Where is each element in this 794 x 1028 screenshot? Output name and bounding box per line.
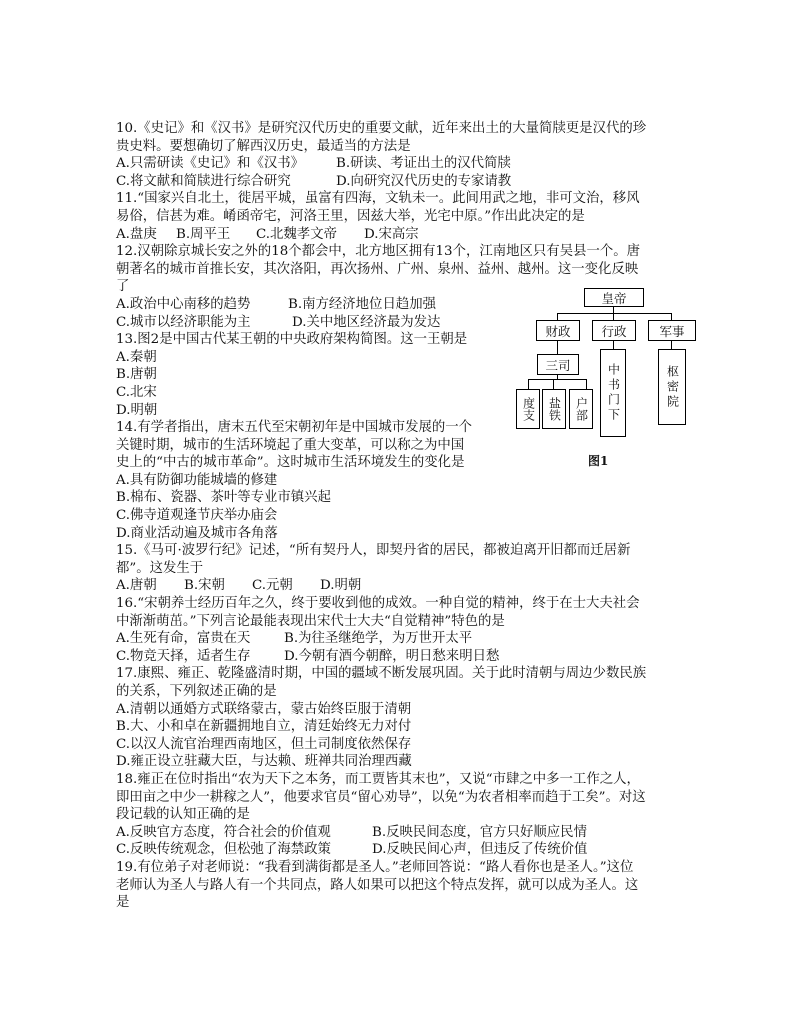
option-d: D.商业活动遍及城市各角落 xyxy=(116,525,278,541)
question-stem-line: 贵史料。要想确切了解西汉历史，最适当的方法是 xyxy=(116,138,411,154)
question-stem-line: 朝著名的城市首推长安，其次洛阳，再次扬州、广州、泉州、益州、越州。这一变化反映 xyxy=(116,261,639,277)
question-stem-line: 14.有学者指出，唐末五代至宋朝初年是中国城市发展的一个 xyxy=(116,420,473,436)
zhongshu-box xyxy=(600,349,626,437)
option-row xyxy=(116,173,681,191)
question-14 xyxy=(116,419,681,542)
duzhi-label: 度支 xyxy=(521,397,536,421)
option-c: C.元朝 xyxy=(252,578,293,594)
option-row xyxy=(116,226,681,244)
option-row xyxy=(116,841,681,859)
military-box: 军事 xyxy=(648,320,696,341)
option-b: B.唐朝 xyxy=(116,367,157,383)
question-stem-line: 17.康熙、雍正、乾隆盛清时期，中国的疆域不断发展巩固。关于此时清朝与周边少数民族 xyxy=(116,666,647,682)
option-row xyxy=(116,824,681,842)
option-b: B.棉布、瓷器、茶叶等专业市镇兴起 xyxy=(116,490,331,506)
question-stem-line: 易俗，信甚为难。崤函帝宅，河洛王里，因兹大举，光宅中原。”作出此决定的是 xyxy=(116,208,585,224)
option-d: D.今朝有酒今朝醉，明日愁来明日愁 xyxy=(284,648,500,664)
question-stem-line: 即田亩之中少一耕稼之人”，他要求官员“留心劝导”，以免“为农者相率而趋于工矣”。对这 xyxy=(116,789,646,805)
option-row xyxy=(116,648,681,666)
exam-page xyxy=(116,120,681,912)
question-stem-line: 史上的“中古的城市革命”。这时城市生活环境发生的变化是 xyxy=(116,455,465,471)
question-stem-line: 16.“宋朝养士经历百年之久，终于要收到他的成效。一种自觉的精神，终于在士大夫社会 xyxy=(116,596,640,612)
duzhi-box xyxy=(516,389,540,429)
option-d: D.向研究汉代历史的专家请教 xyxy=(336,173,512,189)
question-stem-line: 中渐渐萌茁。”下列言论最能表现出宋代士大夫“自觉精神”特色的是 xyxy=(116,613,505,629)
question-13 xyxy=(116,331,681,419)
option-c: C.佛寺道观逢节庆举办庙会 xyxy=(116,508,278,524)
option-row xyxy=(116,577,681,595)
zhongshu-label: 中书门下 xyxy=(606,363,621,423)
option-d: D.反映民间心声，但违反了传统价值 xyxy=(372,842,588,858)
question-stem-line: 是 xyxy=(116,895,130,911)
question-stem-line: 的关系，下列叙述正确的是 xyxy=(116,684,277,699)
option-a: A.盘庚 xyxy=(116,226,157,242)
question-17 xyxy=(116,665,681,771)
option-d: D.宋高宗 xyxy=(364,226,419,242)
option-d: D.关中地区经济最为发达 xyxy=(292,314,441,330)
hubu-label: 户部 xyxy=(574,397,589,421)
yantie-box xyxy=(542,389,566,429)
option-a: A.只需研读《史记》和《汉书》 xyxy=(116,156,305,172)
option-a: A.清朝以通婚方式联络蒙古，蒙古始终臣服于清朝 xyxy=(116,701,412,717)
question-stem-line: 12.汉朝除京城长安之外的18个都会中，北方地区拥有13个，江南地区只有吴县一个。唐 xyxy=(116,244,641,260)
option-c: C.反映传统观念，但松弛了海禁政策 xyxy=(116,842,331,858)
question-10 xyxy=(116,120,681,190)
emperor-box: 皇帝 xyxy=(584,288,644,307)
option-b: B.宋朝 xyxy=(184,578,225,594)
question-stem-line: 19.有位弟子对老师说：“我看到满街都是圣人。”老师回答说：“路人看你也是圣人。”这位 xyxy=(116,859,634,875)
option-c: C.城市以经济职能为主 xyxy=(116,314,251,330)
option-b: B.周平王 xyxy=(176,226,231,242)
question-stem-line: 段记载的认知正确的是 xyxy=(116,807,250,823)
yantie-label: 盐铁 xyxy=(547,397,562,421)
option-c: C.北魏孝文帝 xyxy=(256,226,337,242)
administration-box: 行政 xyxy=(592,320,636,341)
option-a: A.秦朝 xyxy=(116,349,157,365)
question-15 xyxy=(116,542,681,595)
option-c: C.物竞天择，适者生存 xyxy=(116,648,251,664)
option-d: D.明朝 xyxy=(320,578,362,594)
question-18 xyxy=(116,771,681,859)
question-stem-line: 关键时期，城市的生活环境起了重大变革，可以称之为中国 xyxy=(116,437,465,453)
option-d: D.明朝 xyxy=(116,402,158,418)
question-stem-line: 11.“国家兴自北土，徙居平城，虽富有四海，文轨未一。此间用武之地，非可文治，移风 xyxy=(116,191,640,207)
option-c: C.将文献和简牍进行综合研究 xyxy=(116,173,291,189)
question-stem-line: 老师认为圣人与路人有一个共同点，路人如果可以把这个特点发挥，就可以成为圣人。这 xyxy=(116,877,639,893)
question-stem-line: 13.图2是中国古代某王朝的中央政府架构简图。这一王朝是 xyxy=(116,332,468,348)
sansi-box: 三司 xyxy=(537,354,579,375)
option-a: A.反映官方态度，符合社会的价值观 xyxy=(116,824,331,840)
question-11 xyxy=(116,190,681,243)
option-a: A.具有防御功能城墙的修建 xyxy=(116,472,278,488)
option-a: A.政治中心南移的趋势 xyxy=(116,296,251,312)
option-b: B.大、小和卓在新疆拥地自立，清廷始终无力对付 xyxy=(116,719,412,735)
figure-caption: 图1 xyxy=(588,454,609,468)
question-stem-line: 10.《史记》和《汉书》是研究汉代历史的重要文献，近年来出土的大量简牍更是汉代的珍 xyxy=(116,121,647,136)
question-stem-line: 了 xyxy=(116,279,130,295)
option-b: B.反映民间态度，官方只好顺应民情 xyxy=(372,824,587,840)
question-stem-line: 18.雍正在位时指出“农为天下之本务，而工贾皆其末也”，又说“市肆之中多一工作之人， xyxy=(116,771,640,787)
question-stem-line: 都”。这发生于 xyxy=(116,560,204,576)
option-row xyxy=(116,630,681,648)
option-c: C.北宋 xyxy=(116,384,157,400)
option-b: B.南方经济地位日趋加强 xyxy=(288,296,437,312)
option-a: A.唐朝 xyxy=(116,578,157,594)
finance-box: 财政 xyxy=(536,320,580,341)
question-19 xyxy=(116,859,681,912)
shumiyuan-label: 枢密院 xyxy=(665,364,680,410)
hubu-box xyxy=(569,389,593,429)
option-b: B.研读、考证出土的汉代简牍 xyxy=(336,156,511,172)
option-a: A.生死有命，富贵在天 xyxy=(116,631,251,647)
shumiyuan-box xyxy=(658,349,686,425)
option-b: B.为往圣继绝学，为万世开太平 xyxy=(284,631,473,647)
question-stem-line: 15.《马可·波罗行纪》记述，“所有契丹人，即契丹省的居民，都被迫离开旧都而迁居新 xyxy=(116,543,631,559)
question-16 xyxy=(116,595,681,665)
option-d: D.雍正设立驻藏大臣，与达赖、班禅共同治理西藏 xyxy=(116,754,412,770)
option-row xyxy=(116,155,681,173)
option-c: C.以汉人流官治理西南地区，但土司制度依然保存 xyxy=(116,736,412,752)
